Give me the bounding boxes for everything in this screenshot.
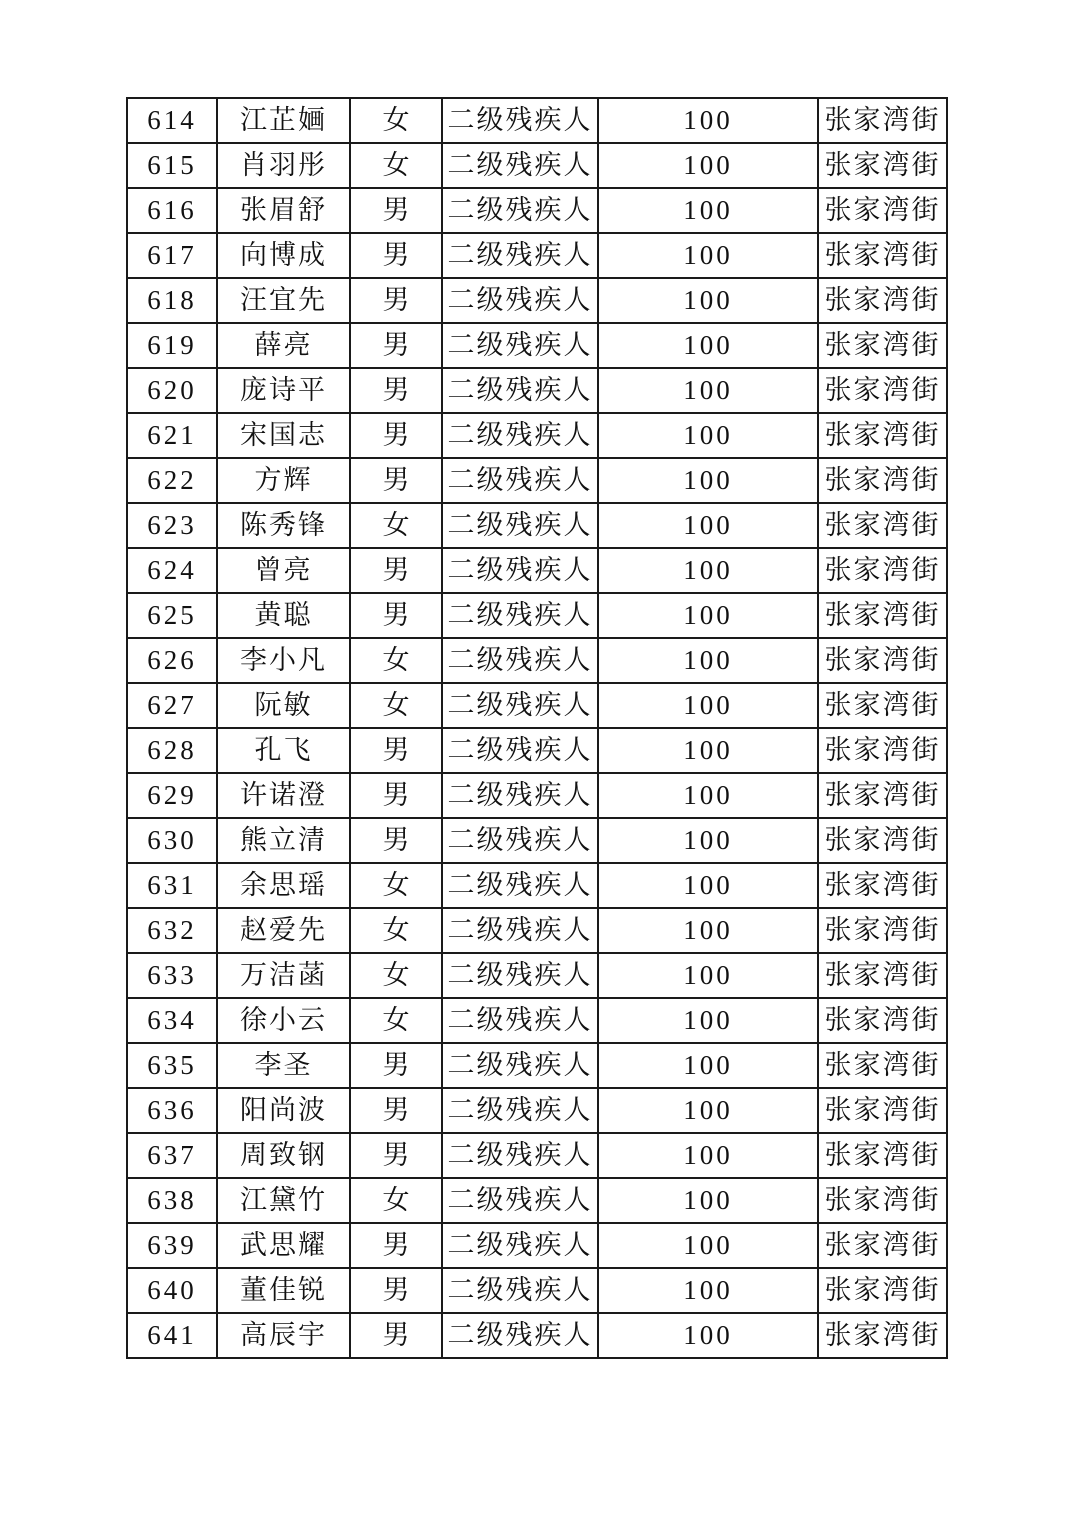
street-cell: 张家湾街 <box>818 1178 947 1223</box>
gender-cell: 男 <box>350 773 442 818</box>
disability-type-cell: 二级残疾人 <box>442 413 598 458</box>
street-cell: 张家湾街 <box>818 458 947 503</box>
disability-type-cell: 二级残疾人 <box>442 728 598 773</box>
gender-cell: 女 <box>350 143 442 188</box>
amount-cell: 100 <box>598 998 818 1043</box>
disability-type-cell: 二级残疾人 <box>442 1043 598 1088</box>
row-number-cell: 618 <box>127 278 217 323</box>
street-cell: 张家湾街 <box>818 998 947 1043</box>
name-cell: 周致钢 <box>217 1133 350 1178</box>
name-cell: 庞诗平 <box>217 368 350 413</box>
row-number-cell: 637 <box>127 1133 217 1178</box>
row-number-cell: 621 <box>127 413 217 458</box>
amount-cell: 100 <box>598 413 818 458</box>
amount-cell: 100 <box>598 1313 818 1358</box>
gender-cell: 女 <box>350 863 442 908</box>
name-cell: 阳尚波 <box>217 1088 350 1133</box>
gender-cell: 男 <box>350 593 442 638</box>
disability-type-cell: 二级残疾人 <box>442 458 598 503</box>
gender-cell: 男 <box>350 1223 442 1268</box>
street-cell: 张家湾街 <box>818 1313 947 1358</box>
street-cell: 张家湾街 <box>818 593 947 638</box>
disability-type-cell: 二级残疾人 <box>442 683 598 728</box>
row-number-cell: 617 <box>127 233 217 278</box>
table-row <box>127 1178 947 1223</box>
amount-cell: 100 <box>598 1178 818 1223</box>
gender-cell: 男 <box>350 278 442 323</box>
gender-cell: 女 <box>350 998 442 1043</box>
name-cell: 宋国志 <box>217 413 350 458</box>
table-row <box>127 143 947 188</box>
name-cell: 赵爱先 <box>217 908 350 953</box>
name-cell: 孔飞 <box>217 728 350 773</box>
disability-type-cell: 二级残疾人 <box>442 638 598 683</box>
street-cell: 张家湾街 <box>818 98 947 143</box>
gender-cell: 男 <box>350 728 442 773</box>
table-row <box>127 188 947 233</box>
gender-cell: 男 <box>350 1313 442 1358</box>
row-number-cell: 627 <box>127 683 217 728</box>
name-cell: 熊立清 <box>217 818 350 863</box>
street-cell: 张家湾街 <box>818 1133 947 1178</box>
table-row <box>127 728 947 773</box>
amount-cell: 100 <box>598 188 818 233</box>
gender-cell: 女 <box>350 1178 442 1223</box>
gender-cell: 女 <box>350 503 442 548</box>
amount-cell: 100 <box>598 548 818 593</box>
name-cell: 武思耀 <box>217 1223 350 1268</box>
name-cell: 陈秀锋 <box>217 503 350 548</box>
disability-type-cell: 二级残疾人 <box>442 1133 598 1178</box>
disability-type-cell: 二级残疾人 <box>442 908 598 953</box>
name-cell: 许诺澄 <box>217 773 350 818</box>
amount-cell: 100 <box>598 1043 818 1088</box>
table-row <box>127 503 947 548</box>
gender-cell: 男 <box>350 323 442 368</box>
name-cell: 余思瑶 <box>217 863 350 908</box>
name-cell: 黄聪 <box>217 593 350 638</box>
street-cell: 张家湾街 <box>818 683 947 728</box>
disability-type-cell: 二级残疾人 <box>442 1223 598 1268</box>
row-number-cell: 622 <box>127 458 217 503</box>
amount-cell: 100 <box>598 233 818 278</box>
amount-cell: 100 <box>598 278 818 323</box>
table-row <box>127 593 947 638</box>
name-cell: 江黛竹 <box>217 1178 350 1223</box>
gender-cell: 女 <box>350 683 442 728</box>
disability-type-cell: 二级残疾人 <box>442 368 598 413</box>
gender-cell: 男 <box>350 548 442 593</box>
row-number-cell: 635 <box>127 1043 217 1088</box>
amount-cell: 100 <box>598 638 818 683</box>
row-number-cell: 614 <box>127 98 217 143</box>
street-cell: 张家湾街 <box>818 323 947 368</box>
table-row <box>127 818 947 863</box>
amount-cell: 100 <box>598 368 818 413</box>
street-cell: 张家湾街 <box>818 818 947 863</box>
street-cell: 张家湾街 <box>818 863 947 908</box>
name-cell: 李小凡 <box>217 638 350 683</box>
name-cell: 徐小云 <box>217 998 350 1043</box>
row-number-cell: 630 <box>127 818 217 863</box>
disability-type-cell: 二级残疾人 <box>442 1088 598 1133</box>
amount-cell: 100 <box>598 323 818 368</box>
disability-type-cell: 二级残疾人 <box>442 1178 598 1223</box>
disability-type-cell: 二级残疾人 <box>442 1313 598 1358</box>
name-cell: 阮敏 <box>217 683 350 728</box>
gender-cell: 男 <box>350 188 442 233</box>
street-cell: 张家湾街 <box>818 953 947 998</box>
street-cell: 张家湾街 <box>818 503 947 548</box>
street-cell: 张家湾街 <box>818 728 947 773</box>
table-row <box>127 1133 947 1178</box>
row-number-cell: 633 <box>127 953 217 998</box>
disability-type-cell: 二级残疾人 <box>442 773 598 818</box>
disability-type-cell: 二级残疾人 <box>442 98 598 143</box>
disability-type-cell: 二级残疾人 <box>442 593 598 638</box>
disability-type-cell: 二级残疾人 <box>442 323 598 368</box>
row-number-cell: 631 <box>127 863 217 908</box>
name-cell: 董佳锐 <box>217 1268 350 1313</box>
gender-cell: 男 <box>350 233 442 278</box>
row-number-cell: 628 <box>127 728 217 773</box>
street-cell: 张家湾街 <box>818 143 947 188</box>
table-row <box>127 1088 947 1133</box>
disability-type-cell: 二级残疾人 <box>442 503 598 548</box>
gender-cell: 男 <box>350 413 442 458</box>
gender-cell: 女 <box>350 908 442 953</box>
table-row <box>127 998 947 1043</box>
name-cell: 高辰宇 <box>217 1313 350 1358</box>
name-cell: 肖羽彤 <box>217 143 350 188</box>
name-cell: 张眉舒 <box>217 188 350 233</box>
amount-cell: 100 <box>598 908 818 953</box>
amount-cell: 100 <box>598 593 818 638</box>
name-cell: 江芷婳 <box>217 98 350 143</box>
street-cell: 张家湾街 <box>818 188 947 233</box>
table-row <box>127 638 947 683</box>
gender-cell: 女 <box>350 98 442 143</box>
row-number-cell: 623 <box>127 503 217 548</box>
street-cell: 张家湾街 <box>818 1043 947 1088</box>
amount-cell: 100 <box>598 1268 818 1313</box>
street-cell: 张家湾街 <box>818 548 947 593</box>
amount-cell: 100 <box>598 863 818 908</box>
amount-cell: 100 <box>598 503 818 548</box>
amount-cell: 100 <box>598 773 818 818</box>
gender-cell: 男 <box>350 1088 442 1133</box>
street-cell: 张家湾街 <box>818 413 947 458</box>
table-row <box>127 773 947 818</box>
row-number-cell: 638 <box>127 1178 217 1223</box>
amount-cell: 100 <box>598 143 818 188</box>
table-row <box>127 863 947 908</box>
name-cell: 李圣 <box>217 1043 350 1088</box>
row-number-cell: 616 <box>127 188 217 233</box>
row-number-cell: 639 <box>127 1223 217 1268</box>
table-row <box>127 368 947 413</box>
street-cell: 张家湾街 <box>818 1088 947 1133</box>
amount-cell: 100 <box>598 728 818 773</box>
row-number-cell: 615 <box>127 143 217 188</box>
table-row <box>127 323 947 368</box>
row-number-cell: 629 <box>127 773 217 818</box>
gender-cell: 男 <box>350 1268 442 1313</box>
street-cell: 张家湾街 <box>818 233 947 278</box>
table-row <box>127 1223 947 1268</box>
gender-cell: 女 <box>350 638 442 683</box>
amount-cell: 100 <box>598 458 818 503</box>
gender-cell: 男 <box>350 458 442 503</box>
row-number-cell: 636 <box>127 1088 217 1133</box>
table-row <box>127 1043 947 1088</box>
amount-cell: 100 <box>598 98 818 143</box>
row-number-cell: 640 <box>127 1268 217 1313</box>
table-row <box>127 278 947 323</box>
disability-type-cell: 二级残疾人 <box>442 818 598 863</box>
row-number-cell: 620 <box>127 368 217 413</box>
table-row <box>127 98 947 143</box>
name-cell: 薛亮 <box>217 323 350 368</box>
table-row <box>127 908 947 953</box>
gender-cell: 男 <box>350 1043 442 1088</box>
row-number-cell: 634 <box>127 998 217 1043</box>
gender-cell: 男 <box>350 368 442 413</box>
table-row <box>127 1268 947 1313</box>
row-number-cell: 624 <box>127 548 217 593</box>
name-cell: 方辉 <box>217 458 350 503</box>
table-row <box>127 548 947 593</box>
disability-type-cell: 二级残疾人 <box>442 998 598 1043</box>
disability-type-cell: 二级残疾人 <box>442 188 598 233</box>
name-cell: 向博成 <box>217 233 350 278</box>
table-row <box>127 683 947 728</box>
street-cell: 张家湾街 <box>818 908 947 953</box>
disability-type-cell: 二级残疾人 <box>442 143 598 188</box>
disability-type-cell: 二级残疾人 <box>442 278 598 323</box>
roster-table-body <box>127 98 947 1358</box>
disability-type-cell: 二级残疾人 <box>442 863 598 908</box>
gender-cell: 女 <box>350 953 442 998</box>
gender-cell: 男 <box>350 818 442 863</box>
street-cell: 张家湾街 <box>818 638 947 683</box>
street-cell: 张家湾街 <box>818 368 947 413</box>
amount-cell: 100 <box>598 1133 818 1178</box>
disability-type-cell: 二级残疾人 <box>442 233 598 278</box>
name-cell: 曾亮 <box>217 548 350 593</box>
table-row <box>127 1313 947 1358</box>
table-row <box>127 458 947 503</box>
name-cell: 万洁菡 <box>217 953 350 998</box>
name-cell: 汪宜先 <box>217 278 350 323</box>
street-cell: 张家湾街 <box>818 1223 947 1268</box>
street-cell: 张家湾街 <box>818 1268 947 1313</box>
table-row <box>127 413 947 458</box>
amount-cell: 100 <box>598 683 818 728</box>
street-cell: 张家湾街 <box>818 773 947 818</box>
disability-type-cell: 二级残疾人 <box>442 1268 598 1313</box>
amount-cell: 100 <box>598 1223 818 1268</box>
gender-cell: 男 <box>350 1133 442 1178</box>
row-number-cell: 626 <box>127 638 217 683</box>
row-number-cell: 619 <box>127 323 217 368</box>
row-number-cell: 632 <box>127 908 217 953</box>
roster-table <box>126 97 948 1359</box>
street-cell: 张家湾街 <box>818 278 947 323</box>
table-row <box>127 953 947 998</box>
amount-cell: 100 <box>598 1088 818 1133</box>
amount-cell: 100 <box>598 818 818 863</box>
table-row <box>127 233 947 278</box>
row-number-cell: 641 <box>127 1313 217 1358</box>
amount-cell: 100 <box>598 953 818 998</box>
disability-type-cell: 二级残疾人 <box>442 953 598 998</box>
disability-type-cell: 二级残疾人 <box>442 548 598 593</box>
row-number-cell: 625 <box>127 593 217 638</box>
